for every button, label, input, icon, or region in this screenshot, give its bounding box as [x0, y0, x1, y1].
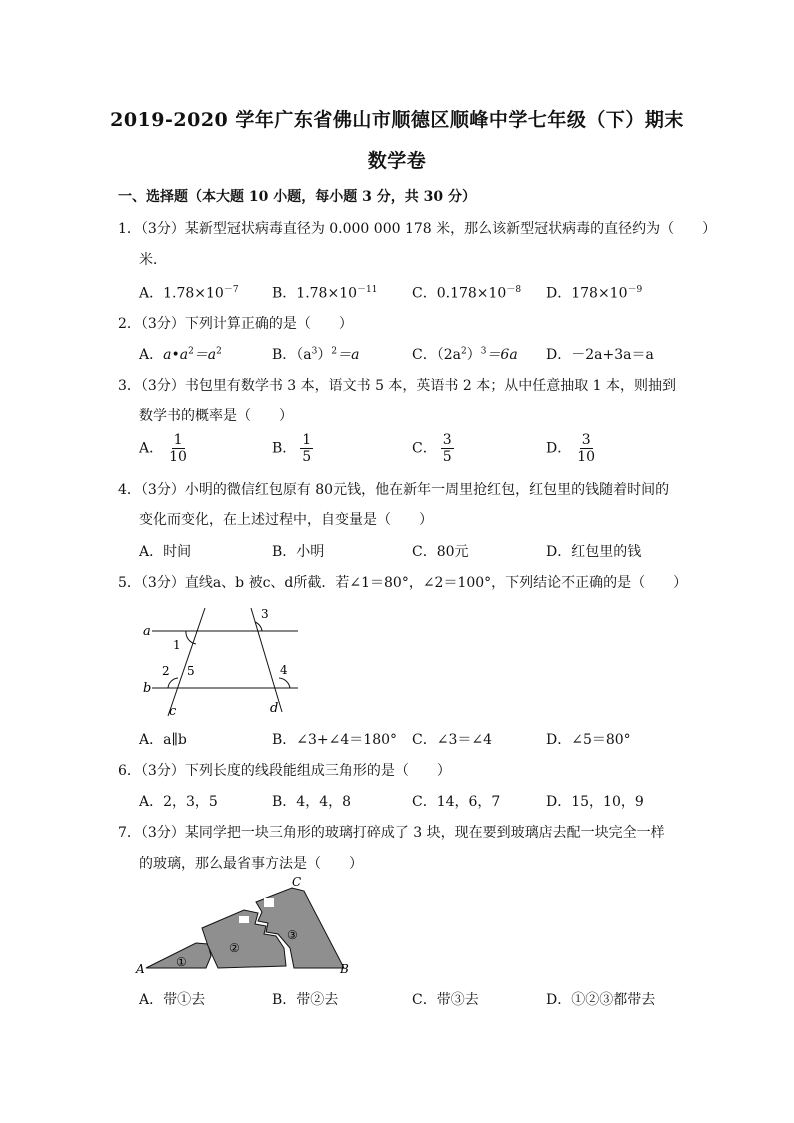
section-heading: 一、选择题（本大题 10 小题，每小题 3 分，共 30 分） [118, 189, 476, 205]
q7-option-d: D．①②③都带去 [546, 992, 656, 1008]
vertex-C: C [292, 875, 302, 889]
q3-option-c: C． $\frac{3}{5}$ [412, 432, 452, 465]
q6-option-b: B．4，4，8 [272, 794, 352, 810]
q5-stem: 5．（3分）直线a、b 被c、d所截．若∠1＝80°，∠2＝100°，下列结论不正确的是（ ） [118, 575, 688, 591]
q6-option-c: C．14，6，7 [412, 794, 501, 810]
line-c [168, 608, 205, 716]
q3-b-fraction: $\frac{1}{5}$ [302, 432, 312, 465]
q1-stem: 1．（3分）某新型冠状病毒直径为 0.000 000 178 米，那么该新型冠状病毒的直径约为（ ） [118, 221, 717, 237]
q3-stem: 3．（3分）书包里有数学书 3 本，语文书 5 本，英语书 2 本；从中任意抽取 1 本，则抽到 [118, 378, 677, 394]
piece-label-2: ② [229, 941, 240, 955]
q3-d-fraction: $\frac{3}{10}$ [577, 432, 596, 465]
q4-option-d: D．红包里的钱 [546, 544, 642, 560]
q7-option-b: B．带②去 [272, 992, 339, 1008]
label-5: 5 [187, 664, 195, 678]
q2-option-c: C．$(2a^2)^3=6a$ [412, 346, 518, 363]
label-d: d [270, 701, 279, 716]
label-4: 4 [280, 663, 288, 677]
q2-stem: 2．（3分）下列计算正确的是（ ） [118, 316, 353, 332]
piece-label-3: ③ [287, 928, 298, 942]
q6-stem: 6．（3分）下列长度的线段能组成三角形的是（ ） [118, 763, 451, 779]
q1-option-c: C．$0.178\times 10^{-8}$ [412, 285, 522, 302]
label-1: 1 [173, 638, 181, 652]
label-2: 2 [162, 664, 170, 678]
q4-stem: 4．（3分）小明的微信红包原有 80元钱，他在新年一周里抢红包，红包里的钱随着时间的 [118, 482, 670, 498]
glare-3 [264, 898, 274, 907]
q6-option-d: D．15，10，9 [546, 794, 644, 810]
q1-stem-cont: 米． [139, 252, 167, 268]
q6-option-a: A．2，3，5 [139, 794, 218, 810]
q2-option-d: D．－2a+3a＝a [546, 347, 654, 363]
q3-stem-cont: 数学书的概率是（ ） [139, 408, 293, 424]
line-d [251, 608, 282, 712]
vertex-B: B [340, 962, 349, 976]
q4-stem-cont: 变化而变化，在上述过程中，自变量是（ ） [139, 512, 433, 528]
q4-option-a: A．时间 [139, 544, 192, 560]
q1-option-b: B．$1.78\times 10^{-11}$ [272, 285, 378, 302]
label-3: 3 [261, 607, 269, 621]
q7-figure [134, 876, 364, 976]
q5-figure [138, 600, 318, 725]
q3-c-fraction: $\frac{3}{5}$ [442, 432, 452, 465]
angle-2-arc [168, 678, 178, 688]
title-line-2: 数学卷 [367, 150, 427, 172]
q7-option-a: A．带①去 [139, 992, 206, 1008]
q5-option-c: C．∠3＝∠4 [412, 732, 492, 748]
q4-option-b: B．小明 [272, 544, 325, 560]
q3-a-fraction: $\frac{1}{10}$ [169, 432, 187, 465]
q3-option-a: A． $\frac{1}{10}$ [139, 432, 187, 465]
q5-option-d: D．∠5＝80° [546, 732, 631, 748]
q1-option-a: A．$1.78\times 10^{-7}$ [139, 285, 239, 302]
piece-label-1: ① [176, 955, 187, 969]
q4-option-c: C．80元 [412, 544, 469, 560]
q5-option-b: B．∠3+∠4＝180° [272, 732, 398, 748]
glare-2 [239, 916, 249, 923]
q3-option-b: B． $\frac{1}{5}$ [272, 432, 312, 465]
label-a: a [143, 624, 151, 639]
q1-option-d: D．$178\times 10^{-9}$ [546, 285, 643, 302]
vertex-A: A [136, 962, 145, 976]
q2-option-b: B．$(a^3)^2=a$ [272, 346, 360, 363]
title-line-1: 2019-2020 学年广东省佛山市顺德区顺峰中学七年级（下）期末 [110, 109, 684, 131]
angle-4-arc [279, 678, 290, 688]
label-c: c [169, 704, 177, 719]
q5-option-a: A．a∥b [139, 732, 187, 748]
q7-stem: 7．（3分）某同学把一块三角形的玻璃打碎成了 3 块，现在要到玻璃店去配一块完全一样 [118, 825, 665, 841]
q7-option-c: C．带③去 [412, 992, 479, 1008]
q2-option-a: A．$a•a^2=a^2$ [139, 346, 222, 363]
q7-stem-cont: 的玻璃，那么最省事方法是（ ） [139, 856, 363, 872]
label-b: b [143, 681, 152, 696]
q3-option-d: D． $\frac{3}{10}$ [546, 432, 596, 465]
